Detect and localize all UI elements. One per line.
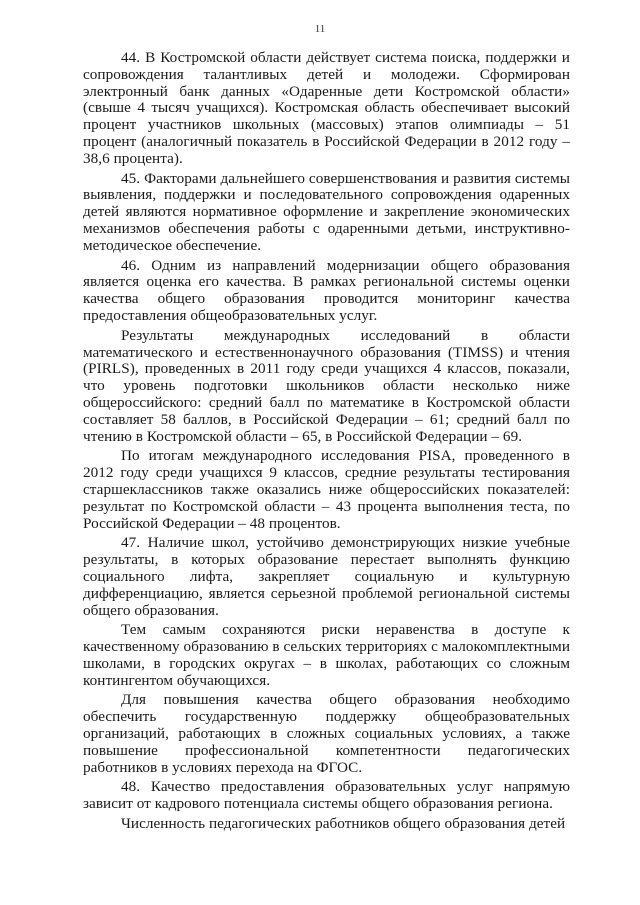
- paragraph-48: 48. Качество предоставления образовательных услуг напрямую зависит от кадрового потенциала системы общего образования региона.: [83, 778, 570, 813]
- paragraph-state-support: Для повышения качества общего образования необходимо обеспечить государственную поддержку общеобразовательных организаций, работающих в сложных социальных условиях, а также повышение профессиональной компетентности педагогических работников в условиях перехода на ФГОС.: [83, 691, 570, 776]
- paragraph-44: 44. В Костромской области действует система поиска, поддержки и сопровождения талантливых детей и молодежи. Сформирован электронный банк данных «Одаренные дети Костромской области» (свыше 4 тысяч учащихся). Костромская область обеспечивает высокий процент участников школьных (массовых) этапов олимпиады – 51 процент (аналогичный показатель в Российской Федерации в 2012 году – 38,6 процента).: [83, 49, 570, 167]
- paragraph-47: 47. Наличие школ, устойчиво демонстрирующих низкие учебные результаты, в которых образование перестает выполнять функцию социального лифта, закрепляет социальную и культурную дифференциацию, является серьезной проблемой региональной системы общего образования.: [83, 534, 570, 619]
- paragraph-46: 46. Одним из направлений модернизации общего образования является оценка его качества. В рамках региональной системы оценки качества общего образования проводится мониторинг качества предоставления общеобразовательных услуг.: [83, 256, 570, 324]
- paragraph-teacher-count: Численность педагогических работников общего образования детей: [121, 815, 566, 833]
- paragraph-pisa: По итогам международного исследования PISA, проведенного в 2012 году среди учащихся 9 классов, средние результаты тестирования старшеклассников также оказались ниже общероссийских показателей: результат по Костромской области – 43 процента выполнения теста, по Российской Федерации – 48 процентов.: [83, 447, 570, 532]
- paragraph-timss-pirls: Результаты международных исследований в области математического и естественнонаучного образования (TIMSS) и чтения (PIRLS), проведенных в 2011 году среди учащихся 4 классов, показали, что уровень подготовки школьников области несколько ниже общероссийского: средний балл по математике в Костромской области составляет 58 баллов, в Российской Федерации – 61; средний балл по чтению в Костромской области – 65, в Российской Федерации – 69.: [83, 326, 570, 445]
- paragraph-45: 45. Факторами дальнейшего совершенствования и развития системы выявления, поддержки и последовательного сопровождения одаренных детей являются нормативное оформление и закрепление экономических механизмов обеспечения работы с одаренными детьми, инструктивно-методическое обеспечение.: [83, 169, 570, 254]
- page-number: 11: [314, 23, 326, 35]
- paragraph-inequality-risks: Тем самым сохраняются риски неравенства в доступе к качественному образованию в сельских территориях с малокомплектными школами, в городских округах – в школах, работающих со сложным контингентом обучающихся.: [83, 621, 570, 689]
